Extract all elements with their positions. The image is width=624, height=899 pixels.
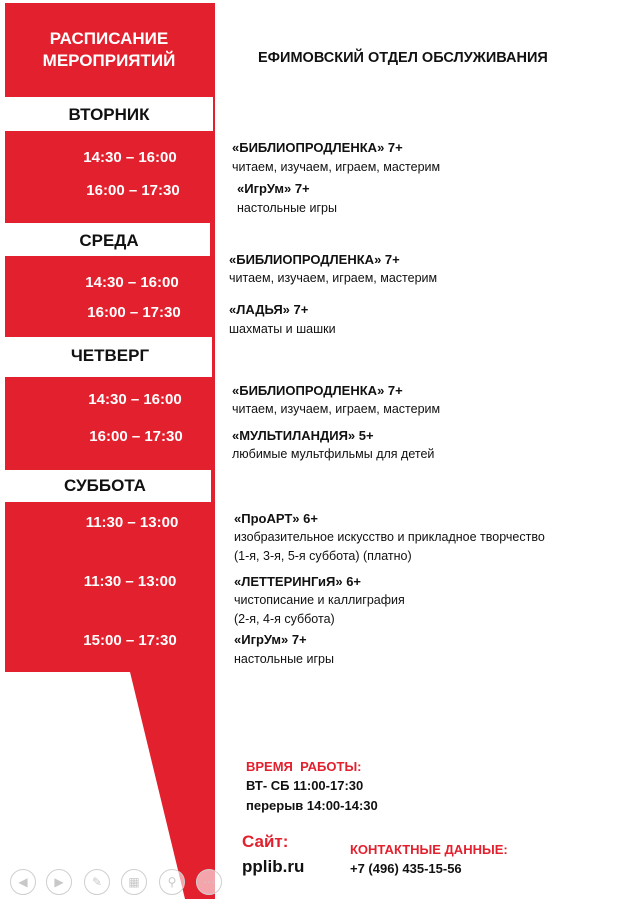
back-icon[interactable]: ◀ (10, 869, 36, 895)
forward-icon[interactable]: ▶ (46, 869, 72, 895)
event-title: «ИгрУм» 7+ (237, 181, 310, 196)
department-title: ЕФИМОВСКИЙ ОТДЕЛ ОБСЛУЖИВАНИЯ (258, 50, 548, 66)
event-description: читаем, изучаем, играем, мастерим (229, 271, 438, 285)
more-icon[interactable]: ⋯ (196, 869, 222, 895)
day-label: ВТОРНИК (68, 105, 150, 124)
event-time: 14:30 – 16:00 (83, 149, 177, 166)
event-title: «БИБЛИОПРОДЛЕНКА» 7+ (232, 140, 403, 155)
event-description: любимые мультфильмы для детей (232, 447, 435, 461)
event-description: (1-я, 3-я, 5-я суббота) (платно) (234, 549, 412, 563)
event-description: (2-я, 4-я суббота) (234, 612, 335, 626)
zoom-icon[interactable]: ⚲ (159, 869, 185, 895)
event-description: читаем, изучаем, играем, мастерим (232, 402, 441, 416)
day-label: ЧЕТВЕРГ (70, 346, 150, 365)
event-time: 16:00 – 17:30 (87, 304, 181, 321)
event-time: 11:30 – 13:00 (83, 573, 177, 590)
event-description: читаем, изучаем, играем, мастерим (232, 160, 441, 174)
contact-phone: +7 (496) 435-15-56 (350, 861, 462, 876)
event-title: «ПроАРТ» 6+ (234, 511, 318, 526)
pen-icon[interactable]: ✎ (84, 869, 110, 895)
event-time: 16:00 – 17:30 (86, 182, 180, 199)
event-description: настольные игры (237, 201, 337, 215)
event-time: 11:30 – 13:00 (85, 514, 179, 531)
event-time: 15:00 – 17:30 (83, 632, 177, 649)
contacts-label: КОНТАКТНЫЕ ДАННЫЕ: (350, 842, 508, 857)
working-hours-days: ВТ- СБ 11:00-17:30 (246, 778, 364, 793)
event-title: «ЛАДЬЯ» 7+ (229, 302, 309, 317)
working-hours-label: ВРЕМЯ РАБОТЫ: (246, 759, 362, 774)
event-description: чистописание и каллиграфия (234, 593, 405, 607)
slides-icon[interactable]: ▦ (121, 869, 147, 895)
event-time: 16:00 – 17:30 (89, 428, 183, 445)
event-time: 14:30 – 16:00 (88, 391, 182, 408)
day-label: СРЕДА (79, 231, 139, 250)
event-description: настольные игры (234, 652, 334, 666)
event-title: «ИгрУм» 7+ (234, 632, 307, 647)
site-link[interactable]: pplib.ru (242, 857, 305, 876)
working-hours-break: перерыв 14:00-14:30 (246, 798, 378, 813)
event-title: «ЛЕТТЕРИНГиЯ» 6+ (234, 574, 362, 589)
event-description: изобразительное искусство и прикладное творчество (234, 530, 545, 544)
site-label: Сайт: (242, 832, 289, 851)
event-time: 14:30 – 16:00 (85, 274, 179, 291)
event-title: «БИБЛИОПРОДЛЕНКА» 7+ (232, 383, 403, 398)
event-title: «БИБЛИОПРОДЛЕНКА» 7+ (229, 252, 400, 267)
schedule-heading: РАСПИСАНИЕ МЕРОПРИЯТИЙ (42, 29, 176, 70)
event-description: шахматы и шашки (229, 322, 336, 336)
day-label: СУББОТА (64, 476, 146, 495)
event-title: «МУЛЬТИЛАНДИЯ» 5+ (232, 428, 374, 443)
